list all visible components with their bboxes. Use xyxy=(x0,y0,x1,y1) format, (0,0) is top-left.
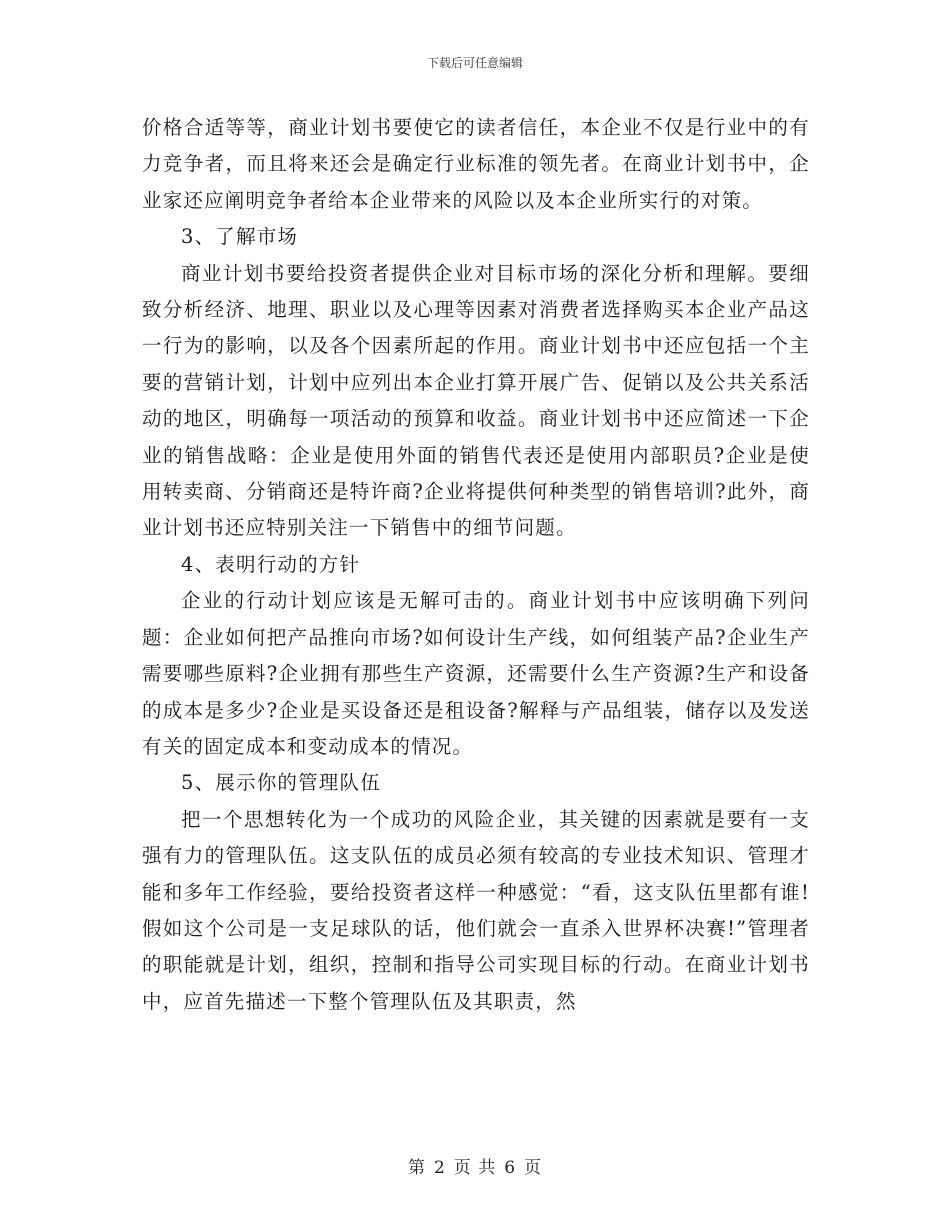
section-heading: 5、展示你的管理队伍 xyxy=(181,771,381,795)
paragraph: 商业计划书要给投资者提供企业对目标市场的深化分析和理解。要细致分析经济、地理、职业以及心理等因素对消费者选择购买本企业产品这一行为的影响，以及各个因素所起的作用。商业计划书中还应包括一个主要的营销计划，计划中应列出本企业打算开展广告、促销以及公共关系活动的地区，明确每一项活动的预算和收益。商业计划书中还应简述一下企业的销售战略：企业是使用外面的销售代表还是使用内部职员?企业是使用转卖商、分销商还是特许商?企业将提供何种类型的销售培训?此外，商业计划书还应特别关注一下销售中的细节问题。 xyxy=(142,261,810,540)
total-pages: 6 xyxy=(504,1158,517,1178)
footer-prefix: 第 xyxy=(407,1158,426,1178)
page-footer xyxy=(0,1153,950,1178)
document-body xyxy=(142,110,810,1020)
page-number: 2 xyxy=(433,1158,446,1178)
paragraph: 价格合适等等，商业计划书要使它的读者信任，本企业不仅是行业中的有力竞争者，而且将来还会是确定行业标准的领先者。在商业计划书中，企业家还应阐明竞争者给本企业带来的风险以及本企业所实行的对策。 xyxy=(142,116,810,212)
footer-mid: 页 共 xyxy=(453,1158,497,1178)
section-heading: 3、了解市场 xyxy=(181,225,299,249)
footer-suffix: 页 xyxy=(524,1158,543,1178)
paragraph: 企业的行动计划应该是无解可击的。商业计划书中应该明确下列问题：企业如何把产品推向市场?如何设计生产线，如何组装产品?企业生产需要哪些原料?企业拥有那些生产资源，还需要什么生产资源?生产和设备的成本是多少?企业是买设备还是租设备?解释与产品组装，储存以及发送有关的固定成本和变动成本的情况。 xyxy=(142,589,810,758)
page-header: 下载后可任意编辑 xyxy=(426,56,523,70)
section-heading: 4、表明行动的方针 xyxy=(181,552,361,576)
paragraph: 把一个思想转化为一个成功的风险企业，其关键的因素就是要有一支强有力的管理队伍。这支队伍的成员必须有较高的专业技术知识、管理才能和多年工作经验，要给投资者这样一种感觉：“看，这支队伍里都有谁!假如这个公司是一支足球队的话，他们就会一直杀入世界杯决赛!”管理者的职能就是计划，组织，控制和指导公司实现目标的行动。在商业计划书中，应首先描述一下整个管理队伍及其职责，然 xyxy=(142,807,810,1013)
